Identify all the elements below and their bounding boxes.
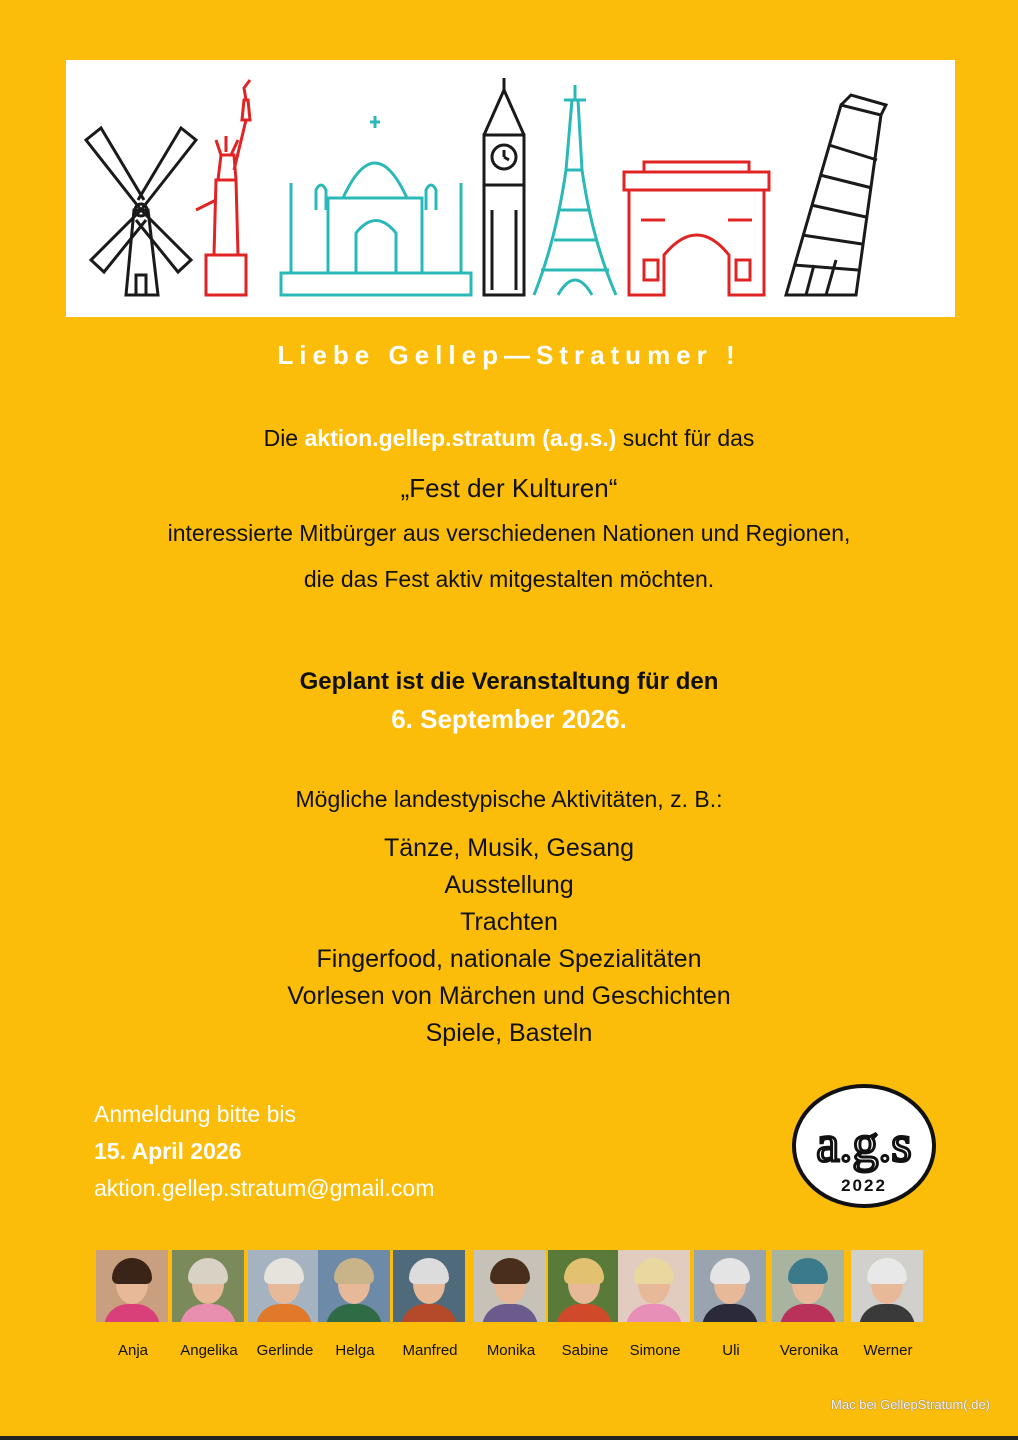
portrait-photo-icon — [172, 1250, 244, 1322]
activity-item: Trachten — [460, 908, 558, 936]
portrait-photo-icon — [548, 1250, 620, 1322]
intro-suffix: sucht für das — [616, 425, 755, 451]
team-member-name: Anja — [117, 1342, 149, 1359]
signup-block — [94, 1096, 434, 1207]
activity-item: Tänze, Musik, Gesang — [383, 834, 635, 862]
intro-prefix: Die — [263, 425, 305, 451]
team-member-name: Sabine — [561, 1342, 609, 1359]
team-member-name: Gerlinde — [256, 1342, 314, 1359]
logo-text: a.g.s — [816, 1116, 912, 1173]
team-member — [393, 1250, 467, 1359]
portrait-photo-icon — [474, 1250, 546, 1322]
intro-line — [0, 425, 1018, 452]
activity-item: Spiele, Basteln — [425, 1019, 593, 1047]
team-member-name: Monika — [486, 1342, 536, 1359]
team-member — [548, 1250, 622, 1359]
planned-heading: Geplant ist die Veranstaltung für den — [299, 668, 719, 695]
event-date: 6. September 2026. — [391, 704, 627, 734]
team-member — [474, 1250, 548, 1359]
bottom-divider — [0, 1436, 1018, 1440]
eiffel-tower-icon — [534, 85, 616, 295]
ags-logo — [790, 1083, 938, 1208]
team-member — [248, 1250, 322, 1359]
signup-label: Anmeldung bitte bis — [94, 1101, 297, 1127]
activity-item: Ausstellung — [444, 871, 574, 899]
taj-mahal-icon — [281, 116, 471, 295]
activities-intro: Mögliche landestypische Aktivitäten, z. B.: — [295, 786, 723, 812]
portrait-photo-icon — [248, 1250, 320, 1322]
portrait-photo-icon — [618, 1250, 690, 1322]
team-member — [318, 1250, 392, 1359]
portrait-photo-icon — [694, 1250, 766, 1322]
team-member-name: Helga — [335, 1342, 375, 1359]
arc-de-triomphe-icon — [624, 162, 769, 295]
team-member-name: Werner — [863, 1342, 913, 1359]
team-member — [694, 1250, 768, 1359]
team-member-name: Veronika — [779, 1342, 839, 1359]
activity-item: Fingerfood, nationale Spezialitäten — [316, 945, 702, 973]
greeting-heading: Liebe Gellep—Stratumer ! — [277, 340, 741, 370]
portrait-photo-icon — [393, 1250, 465, 1322]
team-member-name: Manfred — [402, 1342, 458, 1359]
team-member — [772, 1250, 846, 1359]
team-member — [172, 1250, 246, 1359]
signup-email[interactable]: aktion.gellep.stratum@gmail.com — [94, 1175, 435, 1201]
big-ben-icon — [484, 78, 524, 295]
activity-item: Vorlesen von Märchen und Geschichten — [287, 982, 731, 1010]
logo-year: 2022 — [841, 1176, 887, 1195]
portrait-photo-icon — [772, 1250, 844, 1322]
team-member-name: Uli — [722, 1342, 740, 1359]
portrait-photo-icon — [851, 1250, 923, 1322]
team-member — [618, 1250, 692, 1359]
footer-credit: Mac bei GellepStratum(.de) — [831, 1397, 990, 1412]
festival-title: „Fest der Kulturen“ — [400, 473, 618, 503]
leaning-tower-of-pisa-icon — [786, 95, 886, 295]
activities-list — [0, 830, 1018, 1052]
signup-deadline: 15. April 2026 — [94, 1138, 242, 1164]
windmill-icon — [86, 128, 196, 295]
team-member — [96, 1250, 170, 1359]
team-member-name: Simone — [629, 1342, 681, 1359]
landmarks-illustration — [66, 60, 955, 317]
statue-of-liberty-icon — [196, 80, 250, 295]
invite-line-2: die das Fest aktiv mitgestalten möchten. — [303, 566, 715, 592]
landmarks-banner — [66, 60, 955, 317]
organization-name: aktion.gellep.stratum (a.g.s.) — [304, 425, 617, 451]
portrait-photo-icon — [96, 1250, 168, 1322]
team-member — [851, 1250, 925, 1359]
team-photos — [96, 1250, 926, 1370]
portrait-photo-icon — [318, 1250, 390, 1322]
team-member-name: Angelika — [180, 1342, 238, 1359]
invite-line-1: interessierte Mitbürger aus verschiedenen Nationen und Regionen, — [167, 520, 851, 546]
